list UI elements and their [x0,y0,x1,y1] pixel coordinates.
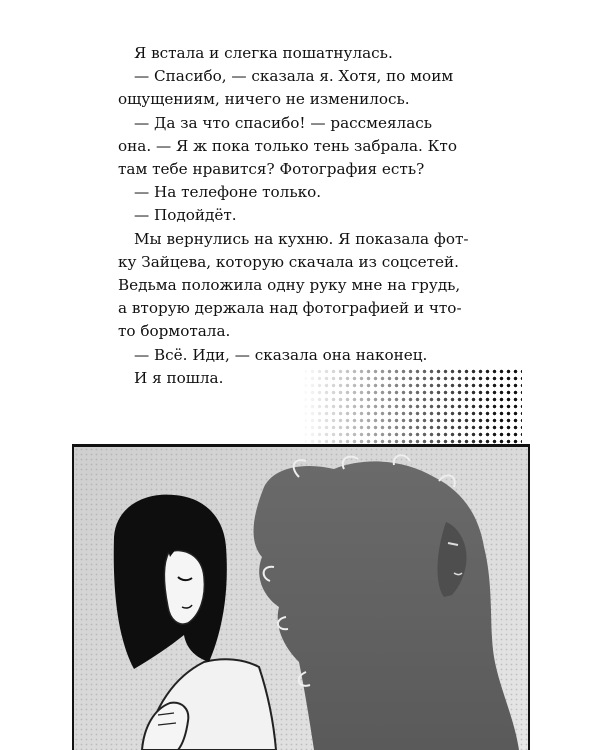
paragraph-6-cont [118,251,488,274]
paragraph-5 [118,204,488,227]
paragraph-2 [118,65,488,88]
line: Мы вернулись на кухню. Я показала фот- [134,229,469,248]
line: то бормотала. [118,322,231,341]
paragraph-6-cont [118,274,488,297]
line: ощущениям, ничего не изменилось. [118,90,410,109]
line: И я пошла. [134,368,224,387]
paragraph-4 [118,181,488,204]
paragraph-1 [118,42,488,65]
line: ку Зайцева, которую скачала из соцсетей. [118,252,459,271]
paragraph-2-cont [118,88,488,111]
paragraph-3 [118,112,488,135]
paragraph-6 [118,228,488,251]
line: — Спасибо, — сказала я. Хотя, по моим [134,67,454,86]
illustration-girl-and-shadow-icon [74,447,528,750]
line: — Да за что спасибо! — рассмеялась [134,113,433,132]
line: — На телефоне только. [134,183,322,202]
line: Я встала и слегка пошатнулась. [134,44,393,62]
line: — Всё. Иди, — сказала она наконец. [134,345,428,364]
line: там тебе нравится? Фотография есть? [118,160,425,179]
paragraph-3-cont [118,158,488,181]
halftone-dots-decoration [302,368,522,448]
paragraph-6-cont [118,297,488,320]
line: она. — Я ж пока только тень забрала. Кто [118,136,457,155]
illustration-panel [72,444,530,750]
paragraph-3-cont [118,135,488,158]
paragraph-7 [118,344,488,367]
line: а вторую держала над фотографией и что- [118,299,462,318]
line: Ведьма положила одну руку мне на грудь, [118,276,461,295]
story-text [118,42,488,390]
paragraph-6-cont [118,320,488,343]
line: — Подойдёт. [134,206,237,225]
